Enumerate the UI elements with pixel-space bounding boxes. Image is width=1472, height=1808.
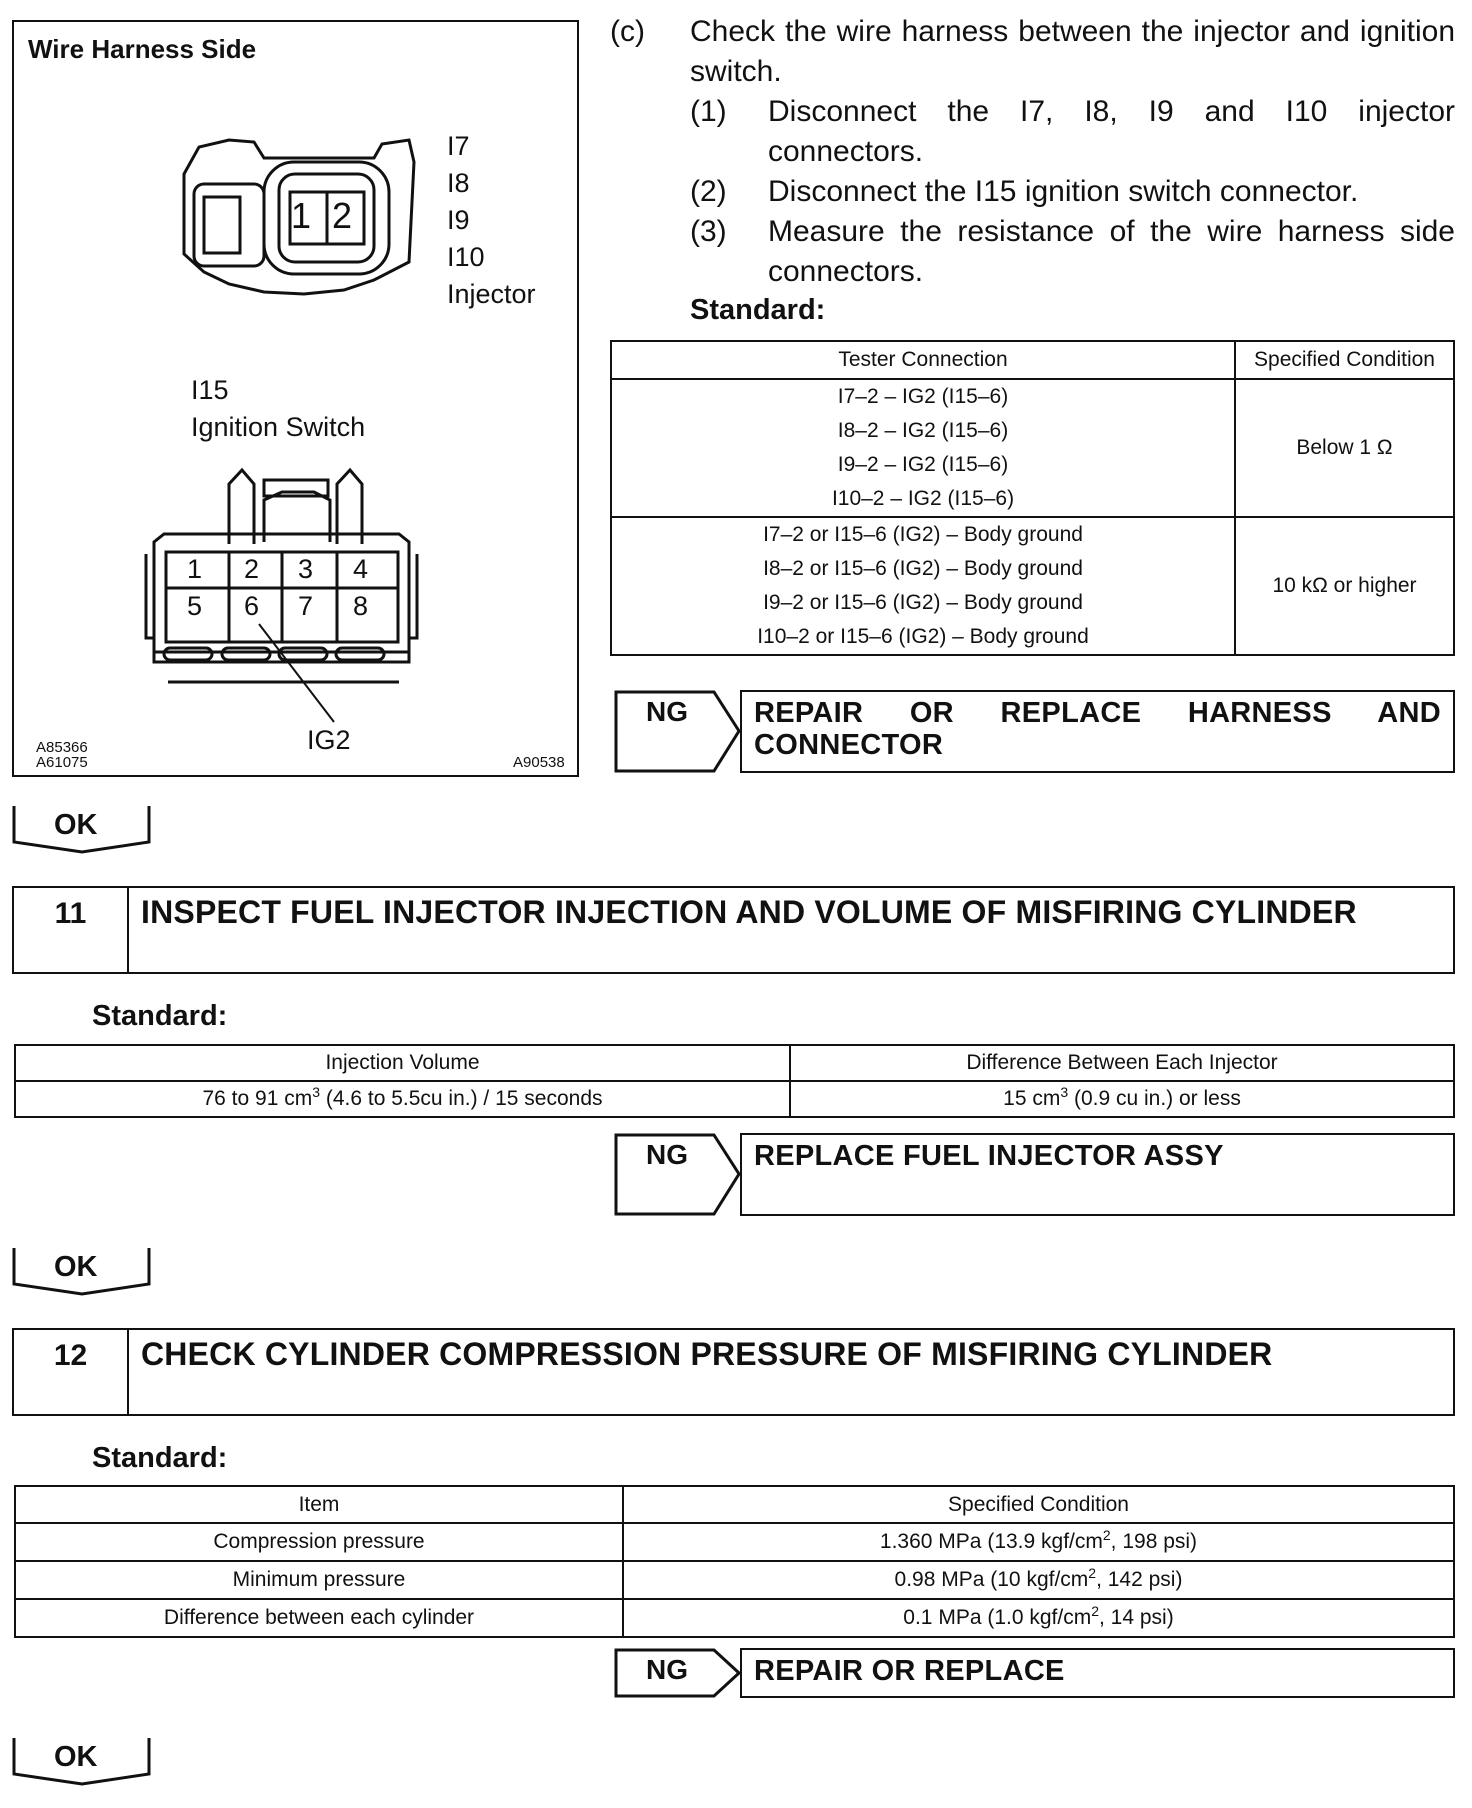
- instruction-step-3-tag: (3): [690, 215, 727, 248]
- instruction-step-2: [610, 172, 1455, 212]
- ng-label-2: NG: [646, 1139, 688, 1170]
- figure-code-a: A85366: [36, 739, 88, 756]
- header-item: Item: [15, 1486, 623, 1523]
- table-header-row: [15, 1486, 1454, 1523]
- step-12-title: CHECK CYLINDER COMPRESSION PRESSURE OF MISFIRING CYLINDER: [141, 1336, 1273, 1372]
- standard-label-3: Standard:: [92, 1442, 228, 1474]
- instruction-step-2-tag: (2): [690, 175, 727, 208]
- condition-cell: 1.360 MPa (13.9 kgf/$cm^2$, 198 psi): [623, 1523, 1454, 1561]
- step-11-title: INSPECT FUEL INJECTOR INJECTION AND VOLUME OF MISFIRING CYLINDER: [141, 894, 1357, 930]
- header-specified-condition: Specified Condition: [623, 1486, 1454, 1523]
- tester-connection-group-2: [611, 517, 1235, 655]
- ok-arrow-2: [12, 1246, 151, 1296]
- connector-figure: [12, 20, 579, 777]
- standard-label-1: Standard:: [690, 294, 826, 326]
- ignition-pin-4: 4: [353, 554, 369, 584]
- ignition-pin-8: 8: [353, 591, 369, 621]
- tester-connection-group-1: [611, 379, 1235, 517]
- instruction-step-3: [610, 212, 1455, 292]
- ng-arrow-3: [614, 1648, 741, 1698]
- ng-action-text-2: REPLACE FUEL INJECTOR ASSY: [754, 1140, 1224, 1172]
- tester-connection-line: I10–2 or I15–6 (IG2) – Body ground: [757, 625, 1089, 648]
- table-header-row: [15, 1045, 1454, 1081]
- tester-connection-line: I7–2 – IG2 (I15–6): [837, 385, 1009, 408]
- tester-connection-table: [610, 340, 1455, 656]
- tester-connection-line: I8–2 – IG2 (I15–6): [837, 419, 1009, 442]
- condition-group-1: Below 1 Ω: [1235, 379, 1454, 517]
- injection-volume-table: [14, 1044, 1455, 1118]
- table-row: [15, 1599, 1454, 1637]
- compression-table: [14, 1485, 1455, 1638]
- instruction-step-3-text: Measure the resistance of the wire harness side connectors.: [768, 215, 1455, 288]
- ng-action-box-3: [740, 1648, 1455, 1698]
- figure-title: Wire Harness Side: [28, 34, 257, 64]
- standard-label-2: Standard:: [92, 1000, 228, 1032]
- ng-action-box-1: [740, 690, 1455, 773]
- ng-action-line-1: REPAIR OR REPLACE HARNESS AND: [754, 697, 1441, 729]
- ng-arrow-1: [614, 690, 741, 773]
- item-cell: Compression pressure: [15, 1523, 623, 1561]
- ng-action-text-3: REPAIR OR REPLACE: [754, 1655, 1065, 1687]
- instruction-step-2-text: Disconnect the I15 ignition switch connector.: [768, 175, 1359, 208]
- instruction-step-1-text: Disconnect the I7, I8, I9 and I10 injector connectors.: [768, 95, 1455, 168]
- table-row: [611, 517, 1454, 655]
- ignition-label-i15: I15: [191, 375, 229, 405]
- injector-pin-2: 2: [332, 195, 353, 236]
- ng-action-line-2: CONNECTOR: [754, 729, 944, 761]
- ignition-pin-5: 5: [187, 591, 203, 621]
- connector-drawings: [14, 22, 577, 775]
- difference-value: 15 $cm^3$ (0.9 cu in.) or less: [790, 1081, 1454, 1117]
- instruction-c: [610, 12, 1455, 92]
- injector-label-i8: I8: [447, 168, 470, 198]
- ng-arrow-2: [614, 1133, 741, 1216]
- ok-label-1: OK: [54, 809, 98, 841]
- header-specified-condition: Specified Condition: [1235, 341, 1454, 379]
- ig2-label: IG2: [307, 725, 351, 755]
- table-row: [15, 1561, 1454, 1599]
- ignition-label: Ignition Switch: [191, 412, 366, 442]
- tester-connection-line: I8–2 or I15–6 (IG2) – Body ground: [763, 557, 1083, 580]
- ok-arrow-3: [12, 1736, 151, 1786]
- injector-label-i9: I9: [447, 205, 470, 235]
- ok-label-3: OK: [54, 1741, 98, 1773]
- instructions: [610, 12, 1455, 292]
- condition-cell: 0.1 MPa (1.0 kgf/$cm^2$, 14 psi): [623, 1599, 1454, 1637]
- ignition-pin-7: 7: [298, 591, 314, 621]
- table-row: [15, 1081, 1454, 1117]
- ng-label-3: NG: [646, 1654, 688, 1685]
- injector-pin-1: 1: [291, 195, 312, 236]
- item-cell: Minimum pressure: [15, 1561, 623, 1599]
- step-12-number: 12: [14, 1330, 129, 1414]
- item-cell: Difference between each cylinder: [15, 1599, 623, 1637]
- header-difference: Difference Between Each Injector: [790, 1045, 1454, 1081]
- table-row: [15, 1523, 1454, 1561]
- figure-code-c: A90538: [513, 754, 565, 771]
- instruction-step-1-tag: (1): [690, 95, 727, 128]
- ignition-pin-1: 1: [187, 554, 203, 584]
- tester-connection-line: I9–2 – IG2 (I15–6): [837, 453, 1009, 476]
- ok-arrow-1: [12, 804, 151, 854]
- ignition-pin-6: 6: [244, 591, 260, 621]
- step-11-number: 11: [14, 888, 129, 972]
- instruction-c-text: Check the wire harness between the injector and ignition switch.: [690, 15, 1455, 88]
- injector-label-i10: I10: [447, 242, 485, 272]
- instruction-c-tag: (c): [610, 15, 645, 48]
- condition-group-2: 10 kΩ or higher: [1235, 517, 1454, 655]
- injection-volume-value: 76 to 91 $cm^3$ (4.6 to 5.5cu in.) / 15 seconds: [15, 1081, 790, 1117]
- ok-label-2: OK: [54, 1251, 98, 1283]
- table-header-row: [611, 341, 1454, 379]
- ignition-pin-3: 3: [298, 554, 314, 584]
- ng-label-1: NG: [646, 696, 688, 727]
- table-row: [611, 379, 1454, 517]
- header-tester-connection: Tester Connection: [611, 341, 1235, 379]
- tester-connection-line: I10–2 – IG2 (I15–6): [831, 487, 1015, 510]
- step-12-header: [12, 1328, 1455, 1416]
- figure-code-b: A61075: [36, 754, 88, 771]
- instruction-step-1: [610, 92, 1455, 172]
- condition-cell: 0.98 MPa (10 kgf/$cm^2$, 142 psi): [623, 1561, 1454, 1599]
- tester-connection-line: I7–2 or I15–6 (IG2) – Body ground: [763, 523, 1083, 546]
- ignition-pin-2: 2: [244, 554, 260, 584]
- ng-action-box-2: [740, 1133, 1455, 1216]
- step-11-header: [12, 886, 1455, 974]
- injector-label: Injector: [447, 279, 536, 309]
- injector-label-i7: I7: [447, 131, 470, 161]
- tester-connection-line: I9–2 or I15–6 (IG2) – Body ground: [763, 591, 1083, 614]
- header-injection-volume: Injection Volume: [15, 1045, 790, 1081]
